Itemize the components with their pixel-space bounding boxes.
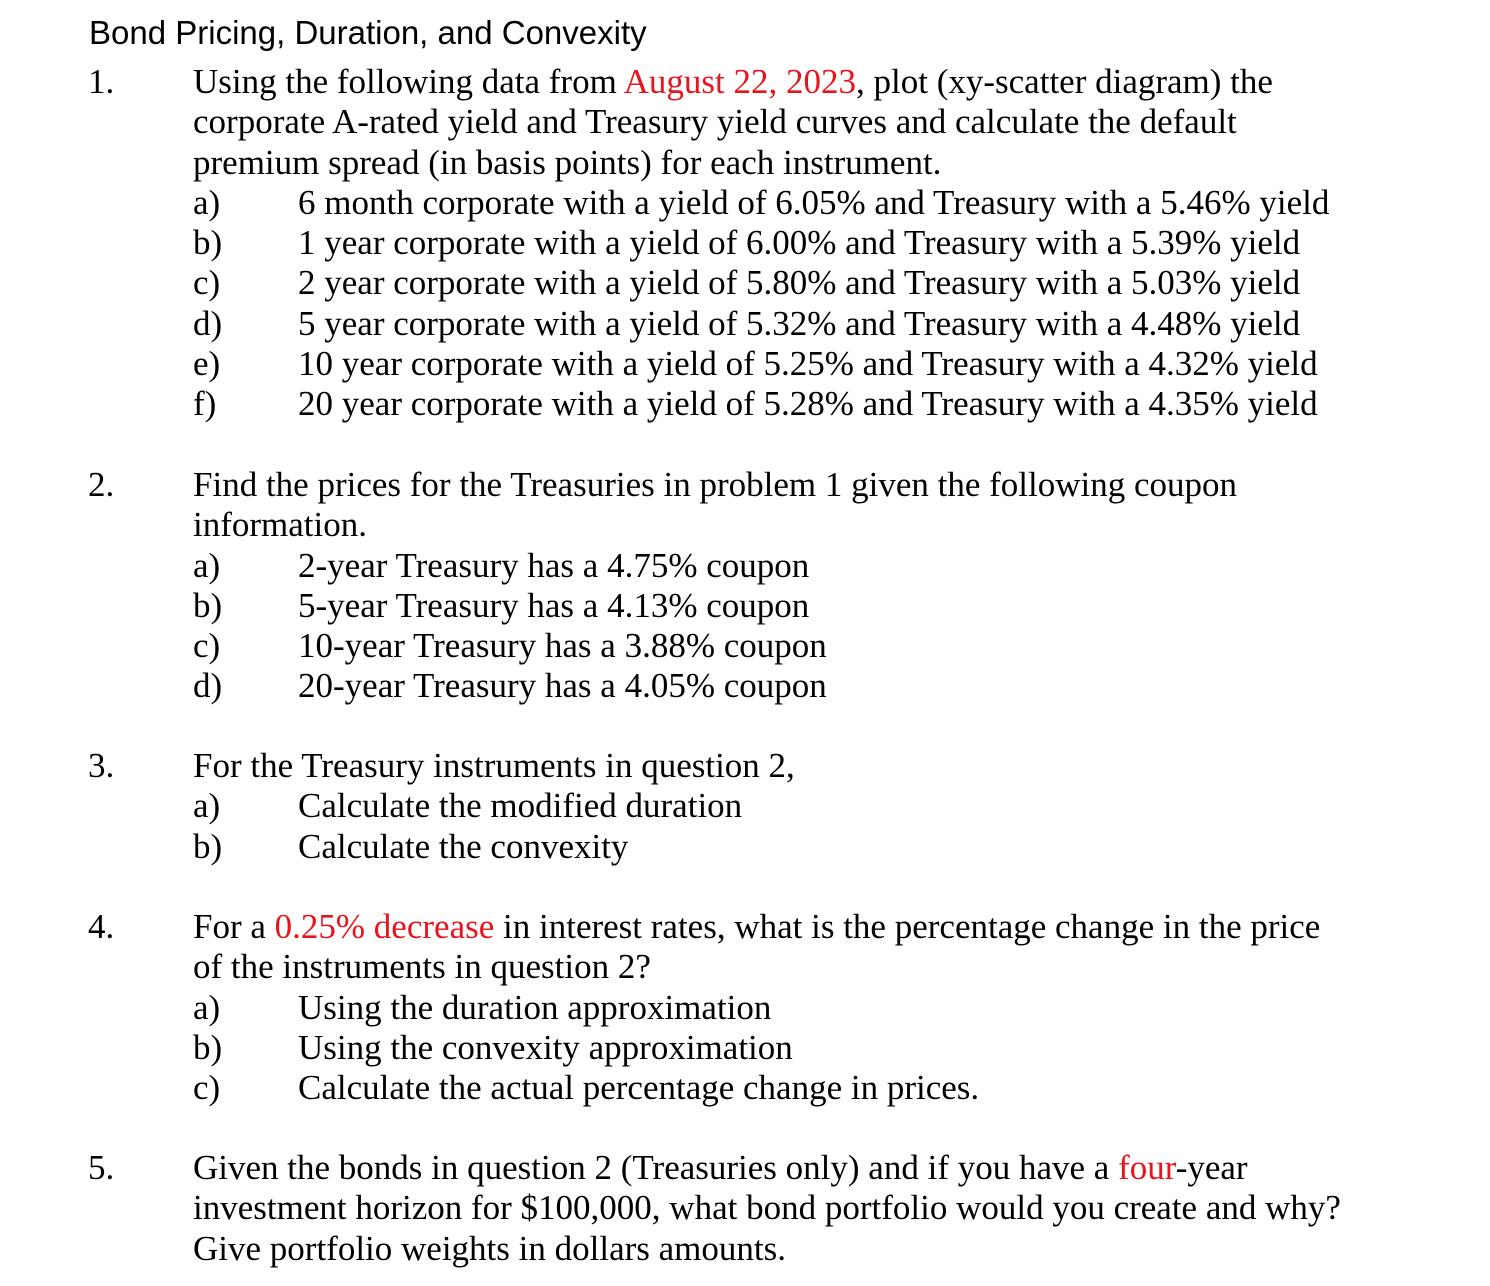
question-text-line: Give portfolio weights in dollars amounts.: [193, 1228, 786, 1268]
question-text-line: For the Treasury instruments in question 2,: [193, 746, 795, 785]
text-span: For a: [193, 907, 275, 946]
item-label: c): [193, 263, 221, 303]
list-item: [193, 586, 1463, 626]
list-item: [193, 827, 1463, 867]
question-text-line: [193, 907, 1463, 947]
list-item: [193, 786, 1463, 826]
list-item: [193, 304, 1463, 344]
text-span: , plot (xy-scatter diagram) the: [856, 62, 1273, 101]
item-text: Calculate the modified duration: [298, 786, 743, 826]
item-text: 2 year corporate with a yield of 5.80% and Treasury with a 5.03% yield: [298, 263, 1301, 303]
question-number: 2.: [88, 465, 115, 504]
item-text: Calculate the actual percentage change in prices.: [298, 1068, 980, 1108]
question-text-line: Find the prices for the Treasuries in problem 1 given the following coupon: [193, 465, 1238, 504]
text-span: in interest rates, what is the percentage change in the price: [494, 907, 1321, 946]
item-label: b): [193, 826, 223, 866]
item-label: c): [193, 626, 221, 666]
item-label: b): [193, 585, 223, 625]
item-text: 6 month corporate with a yield of 6.05% and Treasury with a 5.46% yield: [298, 182, 1330, 222]
question-text-line: investment horizon for $100,000, what bond portfolio would you create and why?: [193, 1188, 1341, 1228]
item-label: a): [193, 987, 221, 1027]
question-body: [193, 746, 1463, 867]
question-text-line: premium spread (in basis points) for each instrument.: [193, 142, 942, 182]
item-label: b): [193, 223, 223, 263]
list-item: [193, 626, 1463, 666]
item-label: d): [193, 303, 223, 343]
question-body: [193, 62, 1463, 425]
list-item: [193, 1028, 1463, 1068]
question-text-line: [193, 1148, 1463, 1188]
item-label: a): [193, 786, 221, 826]
list-item: [193, 263, 1463, 303]
list-item: [193, 988, 1463, 1028]
question-text-line: [193, 62, 1463, 102]
item-label: b): [193, 1027, 223, 1067]
highlighted-date: August 22, 2023: [623, 62, 857, 101]
list-item: [193, 1068, 1463, 1108]
list-item: [193, 223, 1463, 263]
question-text-line: corporate A-rated yield and Treasury yield curves and calculate the default: [193, 102, 1237, 142]
question-text-line: of the instruments in question 2?: [193, 947, 651, 987]
item-label: d): [193, 666, 223, 706]
question-body: [193, 1148, 1463, 1269]
question-number: 4.: [88, 907, 115, 946]
text-span: -year: [1175, 1148, 1248, 1187]
item-text: 5-year Treasury has a 4.13% coupon: [298, 585, 810, 625]
question-body: [193, 465, 1463, 707]
item-label: a): [193, 545, 221, 585]
text-span: Given the bonds in question 2 (Treasuries only) and if you have a: [193, 1148, 1119, 1187]
item-text: 2-year Treasury has a 4.75% coupon: [298, 545, 810, 585]
question-body: [193, 907, 1463, 1108]
item-text: Calculate the convexity: [298, 826, 629, 866]
highlighted-rate-change: 0.25% decrease: [274, 907, 495, 946]
item-label: a): [193, 182, 221, 222]
list-item: [193, 183, 1463, 223]
item-text: Using the convexity approximation: [298, 1027, 793, 1067]
text-span: Using the following data from: [193, 62, 624, 101]
item-text: 10 year corporate with a yield of 5.25% and Treasury with a 4.32% yield: [298, 344, 1318, 384]
item-text: Using the duration approximation: [298, 987, 772, 1027]
question-text-line: information.: [193, 505, 367, 545]
item-text: 10-year Treasury has a 3.88% coupon: [298, 626, 827, 666]
question-number: 3.: [88, 746, 115, 785]
item-label: f): [193, 384, 217, 424]
question-number: 5.: [88, 1148, 115, 1187]
item-text: 5 year corporate with a yield of 5.32% and Treasury with a 4.48% yield: [298, 303, 1301, 343]
item-text: 1 year corporate with a yield of 6.00% and Treasury with a 5.39% yield: [298, 223, 1301, 263]
page-title: Bond Pricing, Duration, and Convexity: [89, 14, 647, 51]
highlighted-horizon: four: [1118, 1148, 1176, 1187]
list-item: [193, 344, 1463, 384]
item-text: 20-year Treasury has a 4.05% coupon: [298, 666, 827, 706]
item-text: 20 year corporate with a yield of 5.28% and Treasury with a 4.35% yield: [298, 384, 1318, 424]
item-label: c): [193, 1068, 221, 1108]
item-label: e): [193, 344, 221, 384]
list-item: [193, 384, 1463, 424]
question-number: 1.: [88, 62, 115, 101]
list-item: [193, 546, 1463, 586]
list-item: [193, 666, 1463, 706]
